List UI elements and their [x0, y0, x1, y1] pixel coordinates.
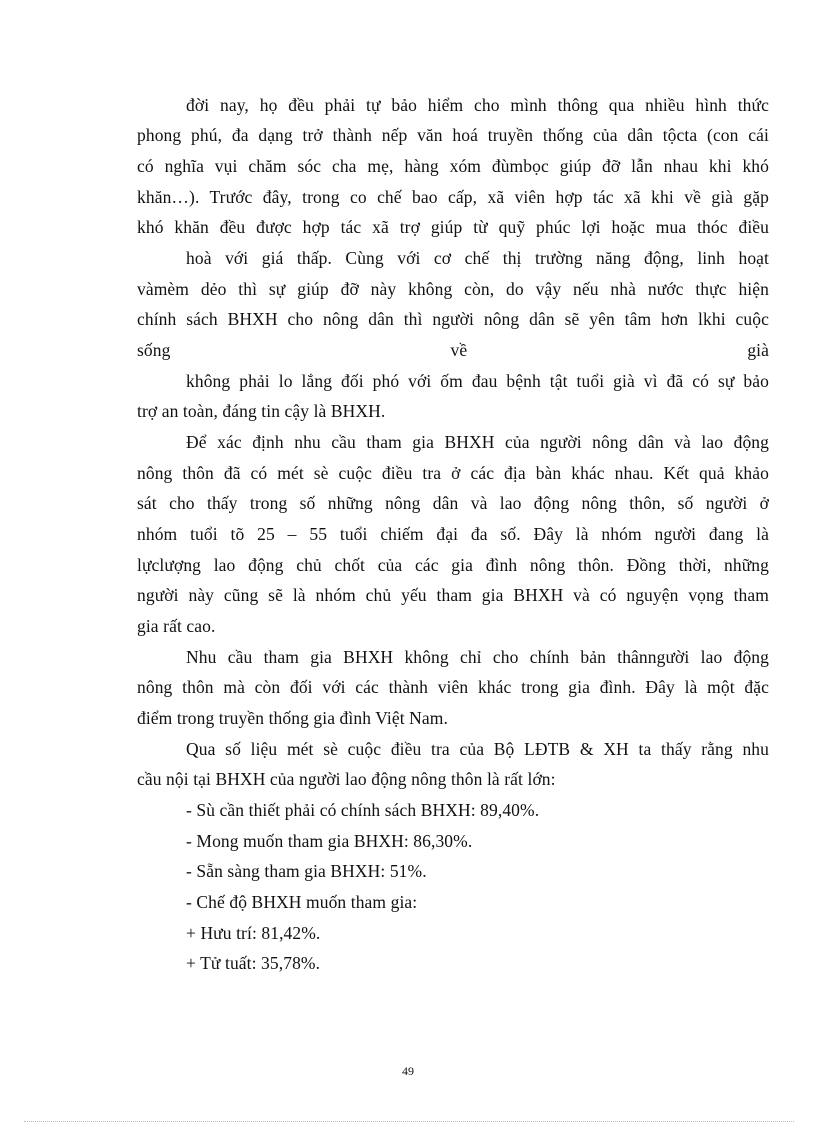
text-line: lựclượng lao động chủ chốt của các gia đình nông thôn. Đồng thời, những [137, 555, 769, 575]
text-line: vàmèm dẻo thì sự giúp đỡ này không còn, do vậy nếu nhà nước thực hiện [137, 279, 769, 299]
text-line: nông thôn mà còn đối với các thành viên khác trong gia đình. Đây là một đặc [137, 677, 769, 697]
text-line: chính sách BHXH cho nông dân thì người nông dân sẽ yên tâm hơn lkhi cuộc [137, 309, 769, 329]
text-line: gia rất cao. [137, 616, 216, 636]
list-item: + Tử tuất: 35,78%. [186, 953, 321, 973]
text-line: cầu nội tại BHXH của người lao động nông thôn là rất lớn: [137, 769, 556, 789]
text-line: khăn…). Trước đây, trong co chế bao cấp, xã viên hợp tác xã khi về già gặp [137, 187, 769, 207]
text-line: có nghĩa vụi chăm sóc cha mẹ, hàng xóm đùmbọc giúp đỡ lẫn nhau khi khó [137, 156, 769, 176]
text-line: sống về già [137, 340, 769, 360]
text-line: nông thôn đã có mét sè cuộc điều tra ở các địa bàn khác nhau. Kết quả khảo [137, 463, 769, 483]
text-line: sát cho thấy trong số những nông dân và lao động nông thôn, số người ở [137, 493, 769, 513]
text-line: người này cũng sẽ là nhóm chủ yếu tham gia BHXH và có nguyện vọng tham [137, 585, 769, 605]
text-line: khó khăn đều được hợp tác xã trợ giúp từ quỹ phúc lợi hoặc mua thóc điều [137, 217, 769, 237]
text-line: Qua số liệu mét sè cuộc điều tra của Bộ LĐTB & XH ta thấy rằng nhu [186, 739, 769, 759]
text-line: nhóm tuổi tõ 25 – 55 tuổi chiếm đại đa số. Đây là nhóm người đang là [137, 524, 769, 544]
page-number: 49 [402, 1064, 414, 1078]
text-line: hoà với giá thấp. Cùng với cơ chế thị trường năng động, linh hoạt [186, 248, 769, 268]
list-item: - Sẵn sàng tham gia BHXH: 51%. [186, 861, 427, 881]
text-line: Nhu cầu tham gia BHXH không chỉ cho chính bản thânngười lao động [186, 647, 769, 667]
text-line: phong phú, đa dạng trở thành nếp văn hoá truyền thống của dân tộcta (con cái [137, 125, 769, 145]
text-line: Để xác định nhu cầu tham gia BHXH của người nông dân và lao động [186, 432, 769, 452]
list-item: - Chế độ BHXH muốn tham gia: [186, 892, 418, 912]
page-bottom-divider [24, 1121, 794, 1122]
list-item: - Sù cần thiết phải có chính sách BHXH: 89,40%. [186, 800, 540, 820]
list-item: - Mong muốn tham gia BHXH: 86,30%. [186, 831, 473, 851]
text-line: không phải lo lắng đối phó với ốm đau bệnh tật tuổi già vì đã có sự bảo [186, 371, 769, 391]
text-line: điểm trong truyền thống gia đình Việt Nam. [137, 708, 448, 728]
list-item: + Hưu trí: 81,42%. [186, 923, 321, 943]
text-line: trợ an toàn, đáng tin cậy là BHXH. [137, 401, 386, 421]
text-line: đời nay, họ đều phải tự bảo hiểm cho mình thông qua nhiều hình thức [186, 95, 769, 115]
